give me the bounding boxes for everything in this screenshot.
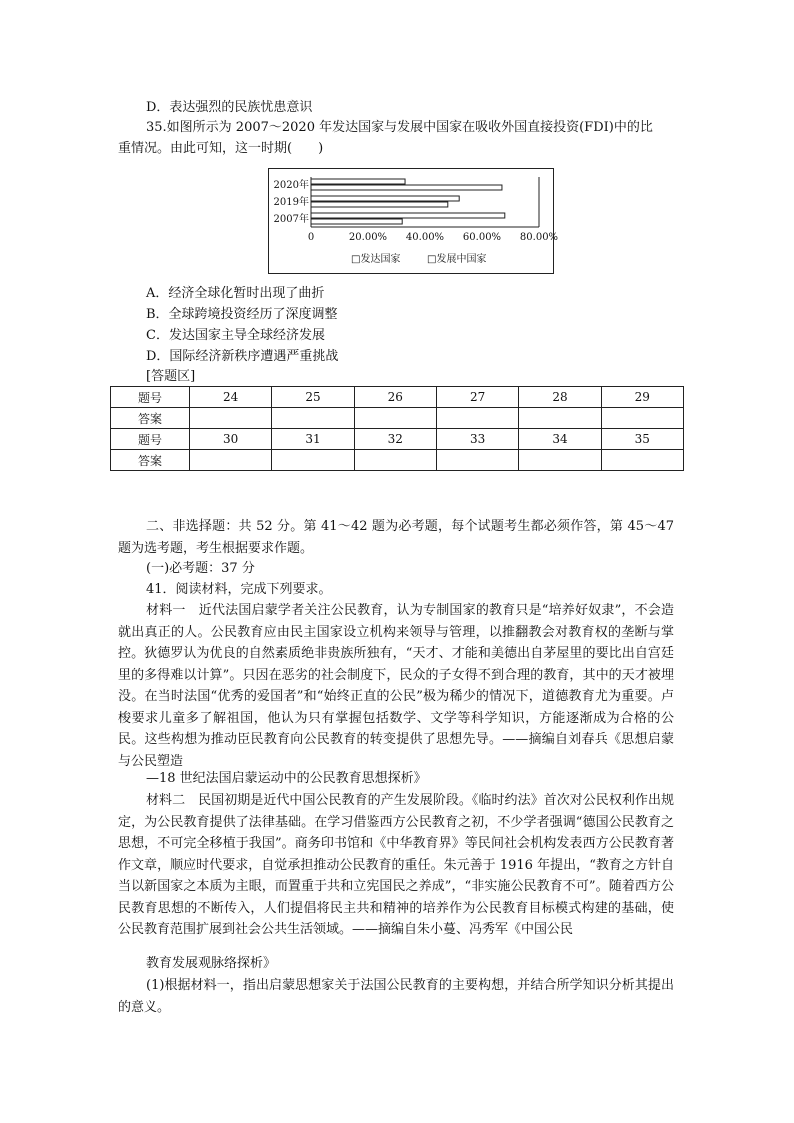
answer-table-header-cell: 题号: [111, 429, 190, 450]
answer-cell[interactable]: [519, 450, 601, 471]
x-tick-label: 0: [307, 232, 315, 243]
bar-developed: [311, 179, 405, 184]
question-number-cell: 30: [190, 429, 272, 450]
question-number-cell: 26: [354, 387, 436, 408]
bar-developed: [311, 196, 459, 201]
answer-table-row: [111, 408, 684, 429]
question-number-cell: 27: [436, 387, 518, 408]
question-number-cell: 35: [601, 429, 683, 450]
answer-cell[interactable]: [436, 450, 518, 471]
question-number-cell: 28: [519, 387, 601, 408]
q34-option-d: D．表达强烈的民族忧患意识: [146, 100, 313, 115]
category-label: 2019年: [273, 197, 309, 208]
required-heading: (一)必考题：37 分: [146, 561, 255, 576]
answer-cell[interactable]: [519, 408, 601, 429]
category-label: 2007年: [273, 214, 309, 225]
legend-developing: □发展中国家: [427, 254, 487, 265]
question-number-cell: 25: [272, 387, 354, 408]
answer-cell[interactable]: [436, 408, 518, 429]
q41-part1: (1)根据材料一，指出启蒙思想家关于法国公民教育的主要构想，并结合所学知识分析其提出的意义。: [118, 978, 674, 1015]
q35-option-a: A．经济全球化暂时出现了曲折: [146, 286, 325, 301]
material-2: 材料二 民国初期是近代中国公民教育的产生发展阶段。《临时约法》首次对公民权利作出规定，为公民教育提供了法律基础。在学习借鉴西方公民教育之初，不少学者强调“德国公民教育之思想，不可完全移植于我国”。商务印书馆和《中华教育界》等民间社会机构发表西方公民教育著作文章，顺应时代要求，自觉承担推动公民教育的重任。朱元善于 1916 年提出，“教育之方针自当以新国家之本质为主眼，而置重于共和立宪国民之养成”，“非实施公民教育不可”。随着西方公民教育思想的不断传入，人们提倡将民主共和精神的培养作为公民教育目标模式构建的基础，使公民教育范围扩展到社会公共生活领域。——摘编自朱小蔓、冯秀军《中国公民: [118, 793, 674, 937]
q35-option-c: C．发达国家主导全球经济发展: [146, 328, 325, 343]
bar-developing: [311, 219, 402, 224]
bar-developed: [311, 213, 505, 218]
material-1: 材料一 近代法国启蒙学者关注公民教育，认为专制国家的教育只是“培养好奴隶”，不会造就出真正的人。公民教育应由民主国家设立机构来领导与管理，以推翻教会对教育权的垄断与掌控。狄德罗认为优良的自然素质绝非贵族所独有，“天才、才能和美德出自茅屋里的要比出自宫廷里的多得难以计算”。只因在恶劣的社会制度下，民众的子女得不到合理的教育，其中的天才被埋没。在当时法国“优秀的爱国者”和“始终正直的公民”极为稀少的情况下，道德教育尤为重要。卢梭要求儿童多了解祖国，他认为只有掌握包括数学、文学等科学知识，方能逐渐成为合格的公民。这些构想为推动臣民教育向公民教育的转变提供了思想先导。——摘编自刘春兵《思想启蒙与公民塑造: [118, 603, 674, 769]
question-number-cell: 34: [519, 429, 601, 450]
fdi-chart-svg: [269, 169, 559, 273]
q35-stem-line2: 重情况。由此可知，这一时期( ): [118, 141, 324, 156]
question-number-cell: 29: [601, 387, 683, 408]
answer-table-row: [111, 450, 684, 471]
q35-option-d: D．国际经济新秩序遭遇严重挑战: [146, 349, 339, 364]
question-number-cell: 32: [354, 429, 436, 450]
x-tick-label: 20.00%: [348, 232, 388, 243]
answer-table: [110, 386, 684, 471]
answer-cell[interactable]: [601, 408, 683, 429]
category-label: 2020年: [273, 180, 309, 191]
answer-cell[interactable]: [272, 408, 354, 429]
material-2-source: 教育发展观脉络探析》: [146, 956, 277, 971]
x-tick-label: 60.00%: [462, 232, 502, 243]
answer-table-row: [111, 429, 684, 450]
answer-cell[interactable]: [272, 450, 354, 471]
material-1-source: —18 世纪法国启蒙运动中的公民教育思想探析》: [146, 771, 427, 786]
q35-stem-line1: 35.如图所示为 2007～2020 年发达国家与发展中国家在吸收外国直接投资(FDI)中的比: [146, 120, 653, 135]
question-number-cell: 31: [272, 429, 354, 450]
answer-cell[interactable]: [190, 450, 272, 471]
bar-developing: [311, 202, 448, 207]
question-number-cell: 33: [436, 429, 518, 450]
answer-cell[interactable]: [354, 450, 436, 471]
answer-area-title: [答题区]: [146, 369, 196, 384]
x-tick-label: 40.00%: [405, 232, 445, 243]
answer-cell[interactable]: [354, 408, 436, 429]
section2-intro: 二、非选择题：共 52 分。第 41～42 题为必考题，每个试题考生都必须作答，第 45～47 题为选考题，考生根据要求作题。: [118, 519, 674, 556]
answer-table-row: [111, 387, 684, 408]
q41-stem: 41．阅读材料，完成下列要求。: [146, 582, 332, 597]
legend-developed: □发达国家: [351, 254, 401, 265]
fdi-chart: [268, 168, 559, 274]
answer-cell[interactable]: [601, 450, 683, 471]
answer-table-header-cell: 题号: [111, 387, 190, 408]
answer-table-header-cell: 答案: [111, 408, 190, 429]
answer-table-header-cell: 答案: [111, 450, 190, 471]
question-number-cell: 24: [190, 387, 272, 408]
answer-cell[interactable]: [190, 408, 272, 429]
bar-developing: [311, 185, 502, 190]
x-tick-label: 80.00%: [519, 232, 559, 243]
q35-option-b: B．全球跨境投资经历了深度调整: [146, 307, 338, 322]
